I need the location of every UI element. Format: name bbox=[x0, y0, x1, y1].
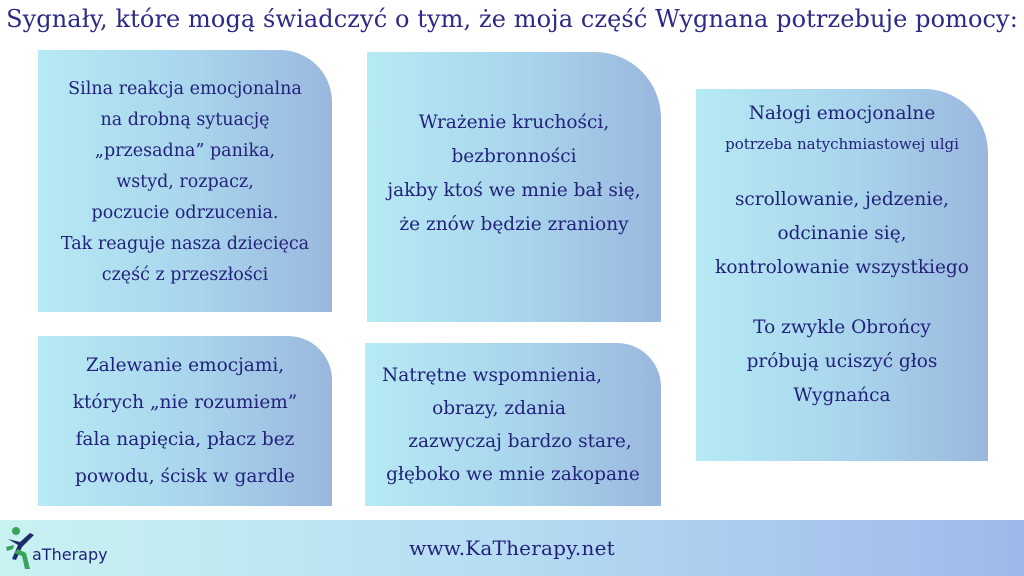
card-text-line: Tak reaguje nasza dziecięca bbox=[60, 233, 310, 254]
card-text-line: jakby ktoś we mnie bał się, bbox=[387, 180, 641, 201]
card-subheading: potrzeba natychmiastowej ulgi bbox=[725, 135, 959, 153]
signal-card-emotional-flooding bbox=[38, 336, 332, 506]
card-text-line: wstyd, rozpacz, bbox=[116, 171, 254, 192]
card-note-line: Wygnańca bbox=[793, 385, 891, 406]
card-text-line: Natrętne wspomnienia, bbox=[382, 364, 602, 386]
katherapy-logo bbox=[4, 523, 124, 573]
signal-card-intrusive-memories bbox=[365, 343, 661, 506]
card-text-line: głęboko we mnie zakopane bbox=[386, 463, 640, 485]
card-text-line: obrazy, zdania bbox=[432, 397, 566, 419]
card-note-line: próbują uciszyć głos bbox=[746, 351, 938, 372]
card-text-line: poczucie odrzucenia. bbox=[91, 202, 279, 223]
card-text-line: powodu, ścisk w gardle bbox=[75, 466, 295, 487]
card-example-line: kontrolowanie wszystkiego bbox=[715, 257, 969, 278]
card-text-line: fala napięcia, płacz bez bbox=[75, 429, 295, 450]
signal-card-emotional-addictions bbox=[696, 89, 988, 461]
card-text-line: których „nie rozumiem” bbox=[72, 392, 298, 413]
signal-card-strong-reaction bbox=[38, 50, 332, 312]
card-text-line: Wrażenie kruchości, bbox=[418, 112, 610, 133]
logo-wordmark: aTherapy bbox=[32, 545, 108, 564]
card-text-line: że znów będzie zraniony bbox=[399, 214, 629, 235]
card-text-line: Zalewanie emocjami, bbox=[85, 355, 285, 376]
card-text-line: Silna reakcja emocjonalna bbox=[68, 78, 302, 99]
card-text-line: zazwyczaj bardzo stare, bbox=[408, 430, 632, 452]
footer-website-link[interactable]: www.KaTherapy.net bbox=[409, 536, 615, 560]
card-example-line: scrollowanie, jedzenie, bbox=[734, 189, 950, 210]
page-title: Sygnały, które mogą świadczyć o tym, że moja część Wygnana potrzebuje pomocy: bbox=[6, 5, 1018, 33]
card-example-line: odcinanie się, bbox=[777, 223, 907, 244]
card-text-line: na drobną sytuację bbox=[100, 109, 270, 130]
signal-card-fragility bbox=[367, 52, 661, 322]
card-text-line: część z przeszłości bbox=[101, 264, 269, 285]
card-heading: Nałogi emocjonalne bbox=[748, 103, 936, 124]
card-text-line: bezbronności bbox=[451, 146, 577, 167]
card-text-line: „przesadna” panika, bbox=[94, 140, 276, 161]
card-note-line: To zwykle Obrońcy bbox=[753, 317, 931, 338]
